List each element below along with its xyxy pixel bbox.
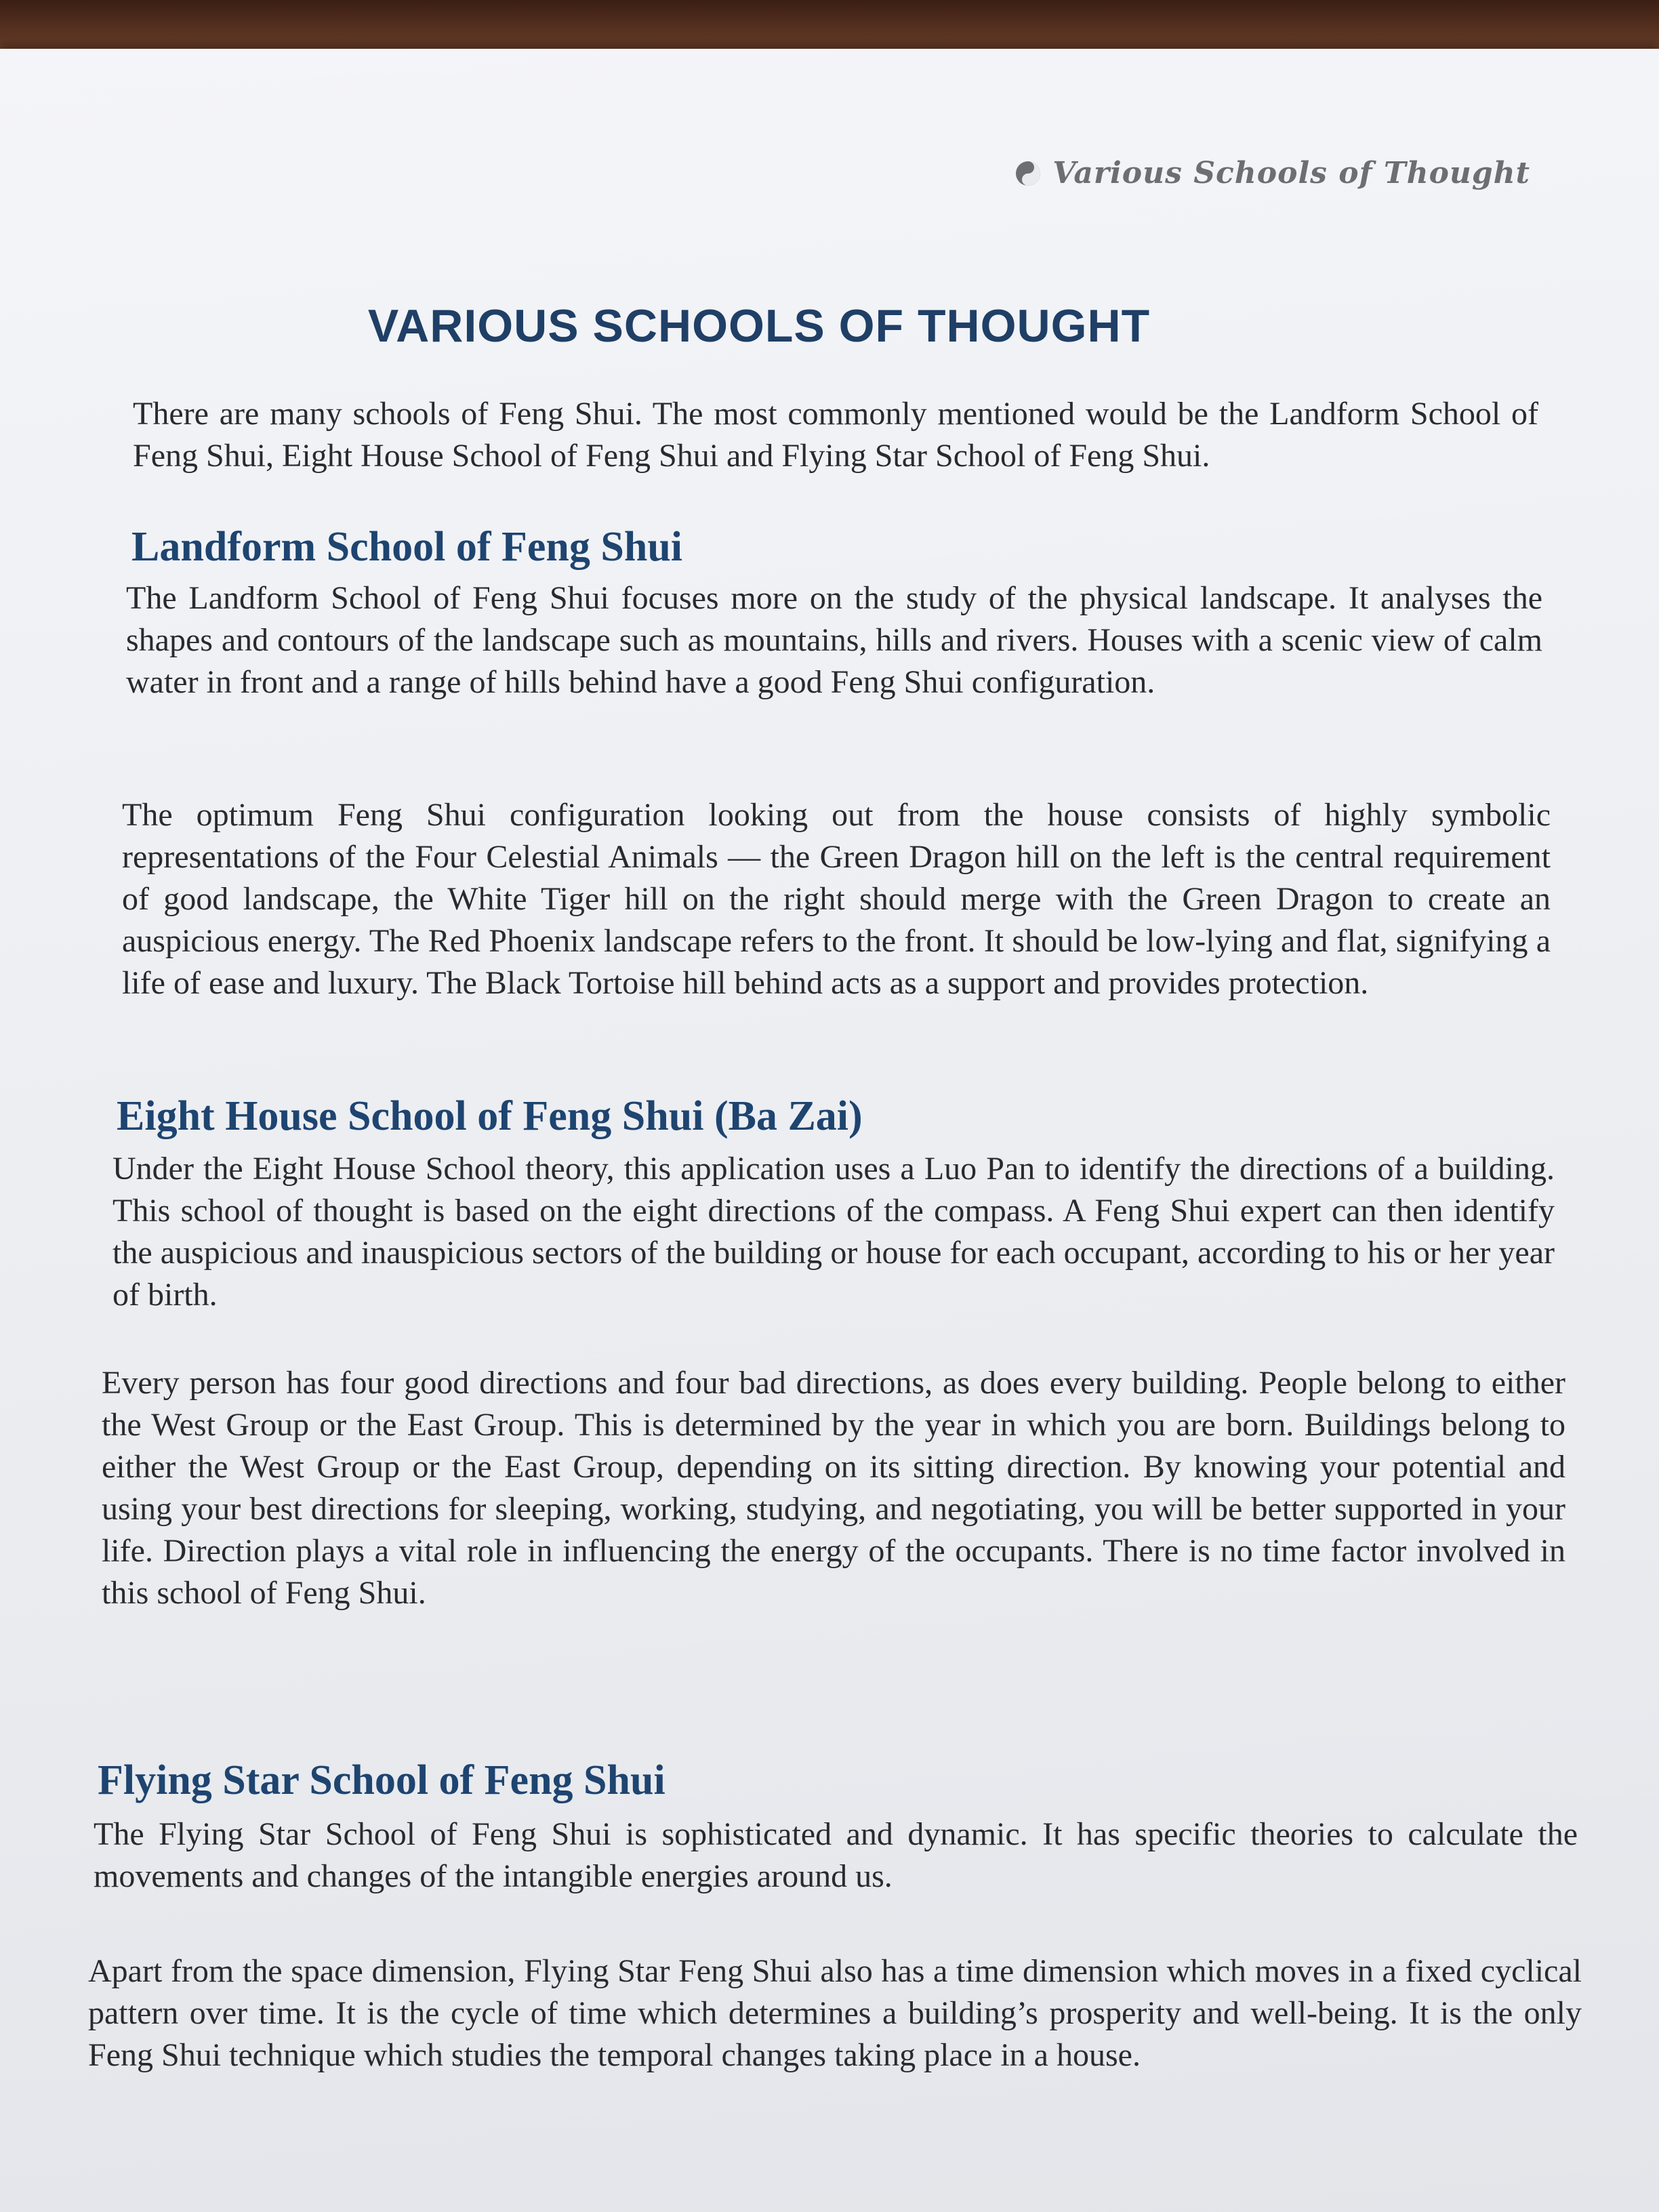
yin-yang-icon bbox=[1015, 160, 1042, 187]
running-head bbox=[1015, 156, 1530, 190]
book-page bbox=[0, 49, 1659, 2212]
flying-star-paragraph-1: The Flying Star School of Feng Shui is sophisticated and dynamic. It has specific theories to calculate the movements and changes of the intangible energies around us. bbox=[94, 1816, 1578, 1894]
landform-paragraph-1: The Landform School of Feng Shui focuses more on the study of the physical landscape. It analyses the shapes and contours of the landscape such as mountains, hills and rivers. Houses with a scenic view of calm water in front and a range of hills behind have a good Feng Shui configuration. bbox=[126, 580, 1542, 700]
landform-paragraph-2: The optimum Feng Shui configuration looking out from the house consists of highly symbolic representations of the Four Celestial Animals — the Green Dragon hill on the left is the central requirement of good landscape, the White Tiger hill on the right should merge with the Green Dragon to create an auspicious energy. The Red Phoenix landscape refers to the front. It should be low-lying and flat, signifying a life of ease and luxury. The Black Tortoise hill behind acts as a support and provides protection. bbox=[122, 797, 1551, 1001]
intro-paragraph: There are many schools of Feng Shui. The most commonly mentioned would be the Landform School of Feng Shui, Eight House School of Feng Shui and Flying Star School of Feng Shui. bbox=[133, 396, 1538, 474]
section-heading-landform: Landform School of Feng Shui bbox=[131, 524, 683, 570]
flying-star-paragraph-2: Apart from the space dimension, Flying Star Feng Shui also has a time dimension which moves in a fixed cyclical pattern over time. It is the cycle of time which determines a building’s prosperity and well-being. It is the only Feng Shui technique which studies the temporal changes taking place in a house. bbox=[88, 1953, 1582, 2073]
running-head-text: Various Schools of Thought bbox=[1052, 156, 1530, 190]
eight-house-paragraph-2: Every person has four good directions and four bad directions, as does every building. People belong to either the West Group or the East Group. This is determined by the year in which you are born. Buildings belong to either the West Group or the East Group, depending on its sitting direction. By knowing your potential and using your best directions for sleeping, working, studying, and negotiating, you will be better supported in your life. Direction plays a vital role in influencing the energy of the occupants. There is no time factor involved in this school of Feng Shui. bbox=[102, 1365, 1565, 1611]
section-heading-flying-star: Flying Star School of Feng Shui bbox=[98, 1757, 665, 1803]
section-heading-eight-house: Eight House School of Feng Shui (Ba Zai) bbox=[117, 1093, 863, 1139]
page-title: VARIOUS SCHOOLS OF THOUGHT bbox=[367, 300, 1151, 352]
eight-house-paragraph-1: Under the Eight House School theory, this application uses a Luo Pan to identify the directions of a building. This school of thought is based on the eight directions of the compass. A Feng Shui expert can then identify the auspicious and inauspicious sectors of the building or house for each occupant, according to his or her year of birth. bbox=[112, 1151, 1555, 1313]
